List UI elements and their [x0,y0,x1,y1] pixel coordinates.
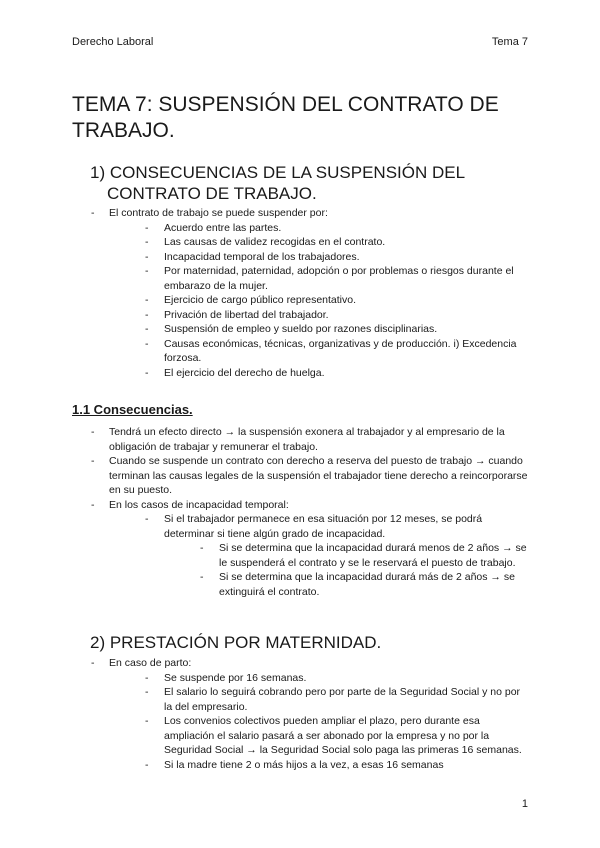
section1-heading: 1) CONSECUENCIAS DE LA SUSPENSIÓN DEL CONTRATO DE TRABAJO. [90,163,465,203]
list-item: - Se suspende por 16 semanas. [145,671,530,686]
list-item: - El salario lo seguirá cobrando pero por parte de la Seguridad Social y no por la del empresario. [145,685,530,714]
list-item: - Incapacidad temporal de los trabajadores. [145,250,530,265]
header-topic: Tema 7 [491,36,528,48]
list-item: - Los convenios colectivos pueden ampliar el plazo, pero durante esa ampliación el salario pasará a ser abonado por la empresa y no por la Seguridad Social → la Seguridad Social solo paga las primeras 16 semanas. [145,714,530,758]
list-item: - Si se determina que la incapacidad durará menos de 2 años → se le suspenderá el contrato y se le reservará el puesto de trabajo. [200,541,530,570]
list-item: - Ejercicio de cargo público representativo. [145,293,530,308]
list-item: - En los casos de incapacidad temporal: - Si el trabajador permanece en esa situación por 12 meses, se podrá determinar si tiene algún grado de incapacidad. - Si se determina que la incapacidad durará menos de 2 años → se le suspenderá el contrato y se le reservará el puesto de trabajo. - Si se determina que la incapacidad durará más de 2 años → se extinguirá el contrato. [90,498,530,600]
header-subject: Derecho Laboral [72,36,154,48]
section2-list [90,656,530,772]
list-item: - Por maternidad, paternidad, adopción o por problemas o riesgos durante el embarazo de la mujer. [145,264,530,293]
list-item: - Si la madre tiene 2 o más hijos a la vez, a esas 16 semanas [145,758,530,773]
page-number: 1 [521,798,528,810]
list-item: - El ejercicio del derecho de huelga. [145,366,530,381]
list-item: - Si se determina que la incapacidad durará más de 2 años → se extinguirá el contrato. [200,570,530,599]
list-item: - Tendrá un efecto directo → la suspensión exonera al trabajador y al empresario de la obligación de trabajar y remunerar el trabajo. [90,425,530,454]
subsection11-list [90,425,530,599]
list-item: - En caso de parto: - Se suspende por 16 semanas. - El salario lo seguirá cobrando pero por parte de la Seguridad Social y no por la del empresario. - Los convenios colectivos pueden ampliar el plazo, pero durante esa ampliación el salario pasará a ser abonado por la empresa y no por la Seguridad Social → la Seguridad Social solo paga las primeras 16 semanas. - Si la madre tiene 2 o más hijos a la vez, a esas 16 semanas [90,656,530,772]
list-item: - Si el trabajador permanece en esa situación por 12 meses, se podrá determinar si tiene algún grado de incapacidad. - Si se determina que la incapacidad durará menos de 2 años → se le suspenderá el contrato y se le reservará el puesto de trabajo. - Si se determina que la incapacidad durará más de 2 años → se extinguirá el contrato. [145,512,530,599]
list-item: - Las causas de validez recogidas en el contrato. [145,235,530,250]
section2-heading: 2) PRESTACIÓN POR MATERNIDAD. [90,633,382,652]
list-item: - Acuerdo entre las partes. [145,221,530,236]
list-item: - Causas económicas, técnicas, organizativas y de producción. i) Excedencia forzosa. [145,337,530,366]
list-item: - Privación de libertad del trabajador. [145,308,530,323]
list-item: - El contrato de trabajo se puede suspender por: - Acuerdo entre las partes. - Las causas de validez recogidas en el contrato. - Incapacidad temporal de los trabajadores. - Por maternidad, paternidad, adopción o por problemas o riesgos durante el embarazo de la mujer. - Ejercicio de cargo público representativo. - Privación de libertad del trabajador. - Suspensión de empleo y sueldo por razones disciplinarias. - Causas económicas, técnicas, organizativas y de producción. i) Excedencia forzosa. - El ejercicio del derecho de huelga. [90,206,530,380]
subsection-heading: 1.1 Consecuencias. [72,402,193,417]
list-item: - Suspensión de empleo y sueldo por razones disciplinarias. [145,322,530,337]
list-item: - Cuando se suspende un contrato con derecho a reserva del puesto de trabajo → cuando terminan las causas legales de la suspensión el trabajador tiene derecho a reincorporarse en su puesto. [90,454,530,498]
page-title: TEMA 7: SUSPENSIÓN DEL CONTRATO DE TRABAJO. [72,93,499,142]
section1-list [90,206,530,380]
